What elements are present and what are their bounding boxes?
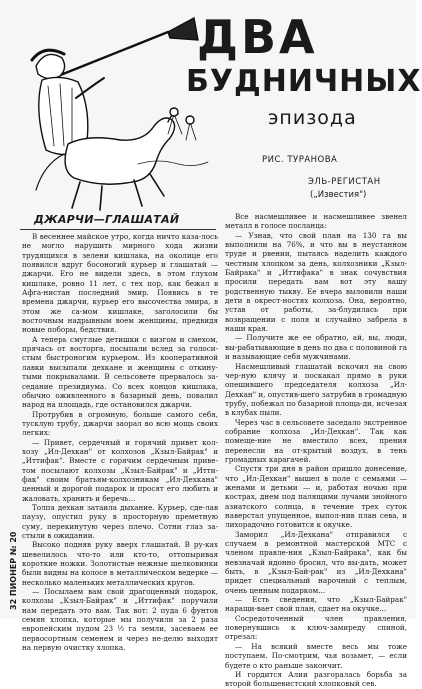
paragraph: — На всякий вместе весь мы тоже поступаем. По-смотрим, чья возьмет, — если будете о кто раньше закончит.	[225, 641, 407, 670]
paragraph: Протрубив в огромную, больше самого себя, тусклую трубу, джарчи заорал во всю мощь своих легких:	[22, 409, 218, 438]
paragraph: Толпа дехкан затаила дыхание. Курьер, сде-лав паузу, опустил руку в пpосторную пpеметную суму, перекинутую через плечо. Сотни глаз за-стыли в ожидании.	[22, 502, 218, 540]
headline-line-1: ДВА	[197, 10, 318, 64]
source-note: („Известия")	[310, 190, 367, 200]
paragraph: Спустя три дня в район пришло донесение, что „Ил-Дехкан" вышел в поле с семьями — женами и детьми — и, работая ночью при кострах, днем под палящими лучами знойного азиатского солнца, в течение трех суток наверстал упущенное, выпол-нив план сева, и лихорадочно готовится к окучке.	[225, 464, 407, 530]
author-byline: ЭЛЬ-РЕГИСТАН	[308, 177, 381, 187]
paragraph: И гордится Алии разгоралась борьба за второй большевистский хлопковый сев.	[225, 669, 407, 689]
paragraph: Насмешливый глашатай вскочил на свою чер-ную клячу и поскакал прямо в руки опешившего председателя колхоза „Ил-Дехкан" и, опустив-шего затрубив в громадную трубу, побежал по базарной площа-ди, исчезая в клубах пыли.	[225, 361, 407, 418]
paragraph: — Получите же ее обратно, ай, вы, люди, вы-рабатывающие в день по два с половиной га и называющие себя мужчинами.	[225, 333, 407, 362]
page-number-label: 32 ПИОНЕР № 20	[9, 531, 18, 610]
illustration-credit: РИС. ТУРАНОВА	[262, 155, 338, 165]
herald-with-trumpet-illustration	[18, 14, 214, 212]
paragraph: — Посылаем вам свой драгоценный подарок, колхозы „Кзыл-Байрак" и „Иттифак" поручили нам передать это вам. Так вот: 2 пуда 6 фунтов семян хлопка, которые мы получили за 2 раза европейским пудом 23 ½ га земли, засеваем ее первосортным семенем и через не-делю выходят на первую очистку хлопка.	[22, 587, 218, 653]
paragraph: А теперь смуглые детишки с визгом и смехом, прячась от восторга, посыпали вслед за голоси-стым быстроногим курьером. Из кооперативной лавки высыпали дехкане и женщины с откину-тыми покрывалами. В сельсовете прервалось за-седание президиума. Со всех концов кишлака, обычно оживленного в базарный день, повалил народ на площадь, где остановился джарчи.	[22, 334, 218, 410]
headline-line-2: БУДНИЧНЫХ	[186, 64, 422, 99]
paragraph: — Привет, сердечный и горячий привет кол-хозу „Ил-Дехкан" от колхозов „Кзыл-Байрак" и „Иттифак". Вместе с горячим сердечным приве-том посылают колхозы „Кзыл-Байрак" и „Итти-фак" своим братьям-колхозникам „Ил-Дехкана" ценный и дорогой подарок и просят его любить и жаловать, хранить и беречь...	[22, 437, 218, 503]
left-text-column	[22, 232, 218, 653]
paragraph: Заморил „Ил-Дехкана" отправился с случаем в ремонтной мастерской МТС с членом правле-ния „Кзыл-Байрака", как бы невзначай идонно бросил, что вы-дать, может быть, в „Кзыл-Бай-рак" из „Ил-Дехкана" придет специальный нарочный с теплым, очень ценным подарком...	[225, 529, 407, 595]
right-text-column	[225, 212, 407, 689]
section-subheading: ДЖАРЧИ—ГЛАШАТАЙ	[34, 213, 180, 226]
paragraph: — Есть сведения, что „Кзыл-Байрак" наращи-вает свой план, сдает на окучке...	[225, 595, 407, 614]
paragraph: Через час в сельсовете заседало экстренное собрание колхоза „Ил-Дехкан". Так как помеще-ние не вместило всех, прения перенесли на от-крытый воздух, в тень громадных карагачей.	[225, 417, 407, 464]
paragraph: В весеннее майское утро, когда ничто каза-лось не могло нарушить мирного хода жизни трудящихся в зелени кишлака, на околице его появился вдруг босоногий курьер и глашатай — джарчи. Его не видели здесь, в этом глухом кишлаке, ровно 11 лет, с тех пор, как бежал в Афга-нистан последний эмир. Появись в те времена джарчи, курьер его высочества эмира, в этом же са-мом кишлаке, заголосили бы восточным надрывным воем женщины, предвидя новые поборы, бедствия.	[22, 232, 218, 335]
paragraph: — Узнав, что свой план на 130 га вы выполнили на 76%, и что вы в неустанном труде и рвении, пытаясь наделить каждого честным хлопком за день, колхозники „Кзыл-Байрака" и „Иттифака" в знак сочувствия просили передать вам вот эту вашу родственную тыкву. Ее вчера выловили наши дети в окрест-ностях колхоза. Она, вероятно, устав от работы, за-блудилась при возвращении с поля и случайно забрела в наши края.	[225, 230, 407, 334]
headline-line-3: эпизода	[268, 107, 357, 129]
paragraph: Сосредоточенный член правления, повернувшись к ключ-замиреду спиной, отрезал:	[225, 613, 407, 642]
subheading-rule	[20, 229, 216, 230]
page-folio	[3, 520, 18, 616]
paragraph: Все насмешливее и насмешливее звенел металл в голосе посланца:	[225, 212, 407, 231]
paragraph: Высоко подняв руку вверх глашатай. В ру-ках шевелилось что-то или кто-то, оттопыривая короткие ножки. Золотистые нежные шелковинки были видны на колосе в металлическом ведерке — несколько маленьких металлических кругов.	[22, 540, 218, 587]
